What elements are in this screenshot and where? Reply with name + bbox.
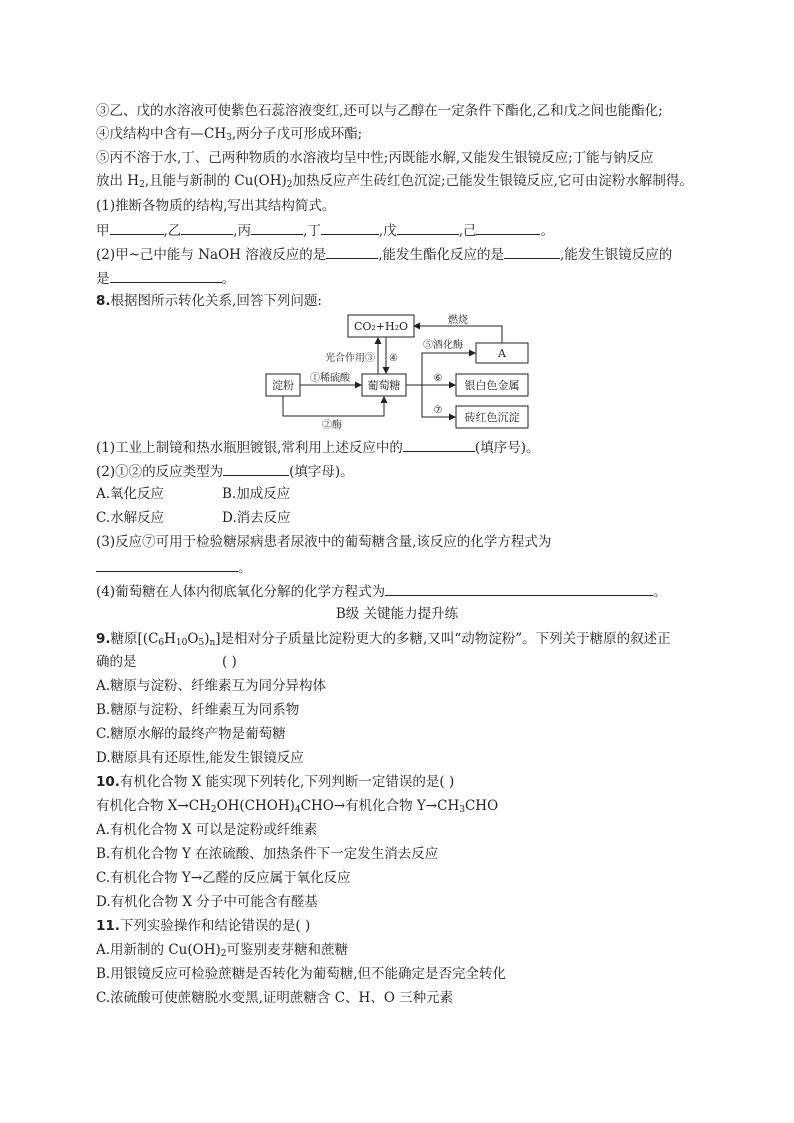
blank-esterify[interactable] [504, 244, 560, 259]
starch-label: 淀粉 [272, 379, 294, 392]
q11-option-b[interactable]: B.用银镜反应可检验蔗糖是否转化为葡萄糖,但不能确定是否完全转化 [96, 966, 507, 982]
step-6-label: ⑥ [433, 373, 443, 384]
answer-paren[interactable]: ( ) [222, 654, 237, 670]
silver-metal-label: 银白色金属 [464, 379, 520, 392]
q10-chain: 有机化合物 $X\to CH_2OH(CHOH)_4CHO\to$有机化合物 $Y\to CH_3CHO$ [96, 798, 499, 815]
step-7-label: ⑦ [433, 405, 443, 416]
q10-option-d[interactable]: D.有机化合物 X 分子中可能含有醛基 [96, 894, 318, 910]
q10-option-a[interactable]: A.有机化合物 X 可以是淀粉或纤维素 [96, 822, 318, 838]
question-1: (1)推断各物质的结构,写出其结构简式。 [96, 198, 336, 214]
q9-option-a[interactable]: A.糖原与淀粉、纤维素互为同分异构体 [96, 678, 327, 694]
co2-h2o-label: CO₂+H₂O [353, 320, 409, 333]
blank-q8-3[interactable] [96, 557, 238, 572]
statement-3: ③乙、戊的水溶液可使紫色石蕊溶液变红,还可以与乙醇在一定条件下酯化,乙和戊之间也能酯化; [96, 103, 663, 119]
statement-5: ⑤丙不溶于水,丁、己两种物质的水溶液均呈中性;丙既能水解,又能发生银镜反应;丁能与钠反应 [96, 150, 654, 166]
q8-sub3-blank: 。 [96, 557, 252, 577]
q11-option-a[interactable]: A.用新制的 $Cu(OH)_2$可鉴别麦芽糖和蔗糖 [96, 942, 348, 959]
question-11: 11.下列实验操作和结论错误的是( ) [96, 918, 311, 934]
q11-option-c[interactable]: C.浓硫酸可使蔗糖脱水变黑,证明蔗糖含 C、H、O 三种元素 [96, 990, 454, 1006]
question-9-cont: 确的是 ( ) [96, 654, 237, 670]
blank-q8-4[interactable] [385, 581, 653, 596]
conversion-diagram [262, 312, 542, 434]
statement-4: ④戊结构中含有$—CH_3$,两分子戊可形成环酯; [96, 126, 363, 143]
q8-options-cd [96, 509, 291, 527]
question-2-cont: 是 。 [96, 268, 235, 288]
q8-sub4: (4)葡萄糖在人体内彻底氧化分解的化学方程式为 。 [96, 581, 667, 601]
section-heading: B级 关键能力提升练 [335, 606, 459, 622]
statement-5-cont: 放出 $H_2$,且能与新制的 $Cu(OH)_2$加热反应产生砖红色沉淀;己能发生银镜反应,它可由淀粉水解制得。 [96, 173, 693, 190]
burn-label: 燃烧 [448, 315, 468, 326]
blank-jia[interactable] [110, 220, 164, 235]
blank-ji[interactable] [476, 220, 540, 235]
blank-ding[interactable] [321, 220, 379, 235]
q10-option-c[interactable]: C.有机化合物 Y→乙醛的反应属于氧化反应 [96, 870, 351, 886]
q8-sub3: (3)反应⑦可用于检验糖尿病患者尿液中的葡萄糖含量,该反应的化学方程式为 [96, 534, 552, 550]
blank-yi[interactable] [181, 220, 233, 235]
q10-option-b[interactable]: B.有机化合物 Y 在浓硫酸、加热条件下一定发生消去反应 [96, 846, 439, 862]
answer-blanks-row: 甲 ,乙 ,丙 ,丁 ,戊 ,己 。 [96, 220, 554, 240]
brick-red-label: 砖红色沉淀 [464, 411, 520, 424]
wine-enzyme-label: ⑤酒化酶 [423, 340, 463, 351]
blank-q8-2[interactable] [223, 461, 289, 476]
question-8-title: 8.根据图所示转化关系,回答下列问题: [96, 293, 322, 309]
q9-option-d[interactable]: D.糖原具有还原性,能发生银镜反应 [96, 750, 304, 766]
question-9: 9.糖原$[(C_6H_{10}O_5)_n]$是相对分子质量比淀粉更大的多糖,又叫“动物淀粉”。下列关于糖原的叙述正 [96, 631, 671, 648]
option-b[interactable]: B.加成反应 [222, 486, 291, 502]
a-label: A [498, 347, 506, 360]
blank-wu[interactable] [397, 220, 459, 235]
blank-silver-mirror[interactable] [110, 268, 222, 283]
option-d[interactable]: D.消去反应 [222, 510, 291, 526]
acid-label: ①稀硫酸 [310, 373, 350, 384]
blank-bing[interactable] [251, 220, 303, 235]
photosynthesis-label: 光合作用③ [325, 353, 375, 364]
option-c[interactable]: C.水解反应 [96, 510, 165, 526]
enzyme-label: ②酶 [322, 420, 342, 431]
q8-sub1: (1)工业上制镜和热水瓶胆镀银,常利用上述反应中的 (填序号)。 [96, 437, 539, 457]
q8-sub2: (2)①②的反应类型为 (填字母)。 [96, 461, 354, 481]
question-10: 10.有机化合物 X 能实现下列转化,下列判断一定错误的是( ) [96, 774, 455, 790]
glucose-label: 葡萄糖 [367, 379, 401, 392]
q9-option-b[interactable]: B.糖原与淀粉、纤维素互为同系物 [96, 702, 300, 718]
q9-option-c[interactable]: C.糖原水解的最终产物是葡萄糖 [96, 726, 286, 742]
blank-q8-1[interactable] [403, 437, 475, 452]
blank-naoh[interactable] [326, 244, 378, 259]
step-4-label: ④ [389, 353, 398, 364]
q8-options-ab [96, 485, 290, 503]
option-a[interactable]: A.氧化反应 [96, 486, 165, 502]
enzyme-hydrolysis-arrow [283, 396, 384, 416]
question-2: (2)甲~己中能与 NaOH 溶液反应的是 ,能发生酯化反应的是 ,能发生银镜反应的 [96, 244, 672, 264]
